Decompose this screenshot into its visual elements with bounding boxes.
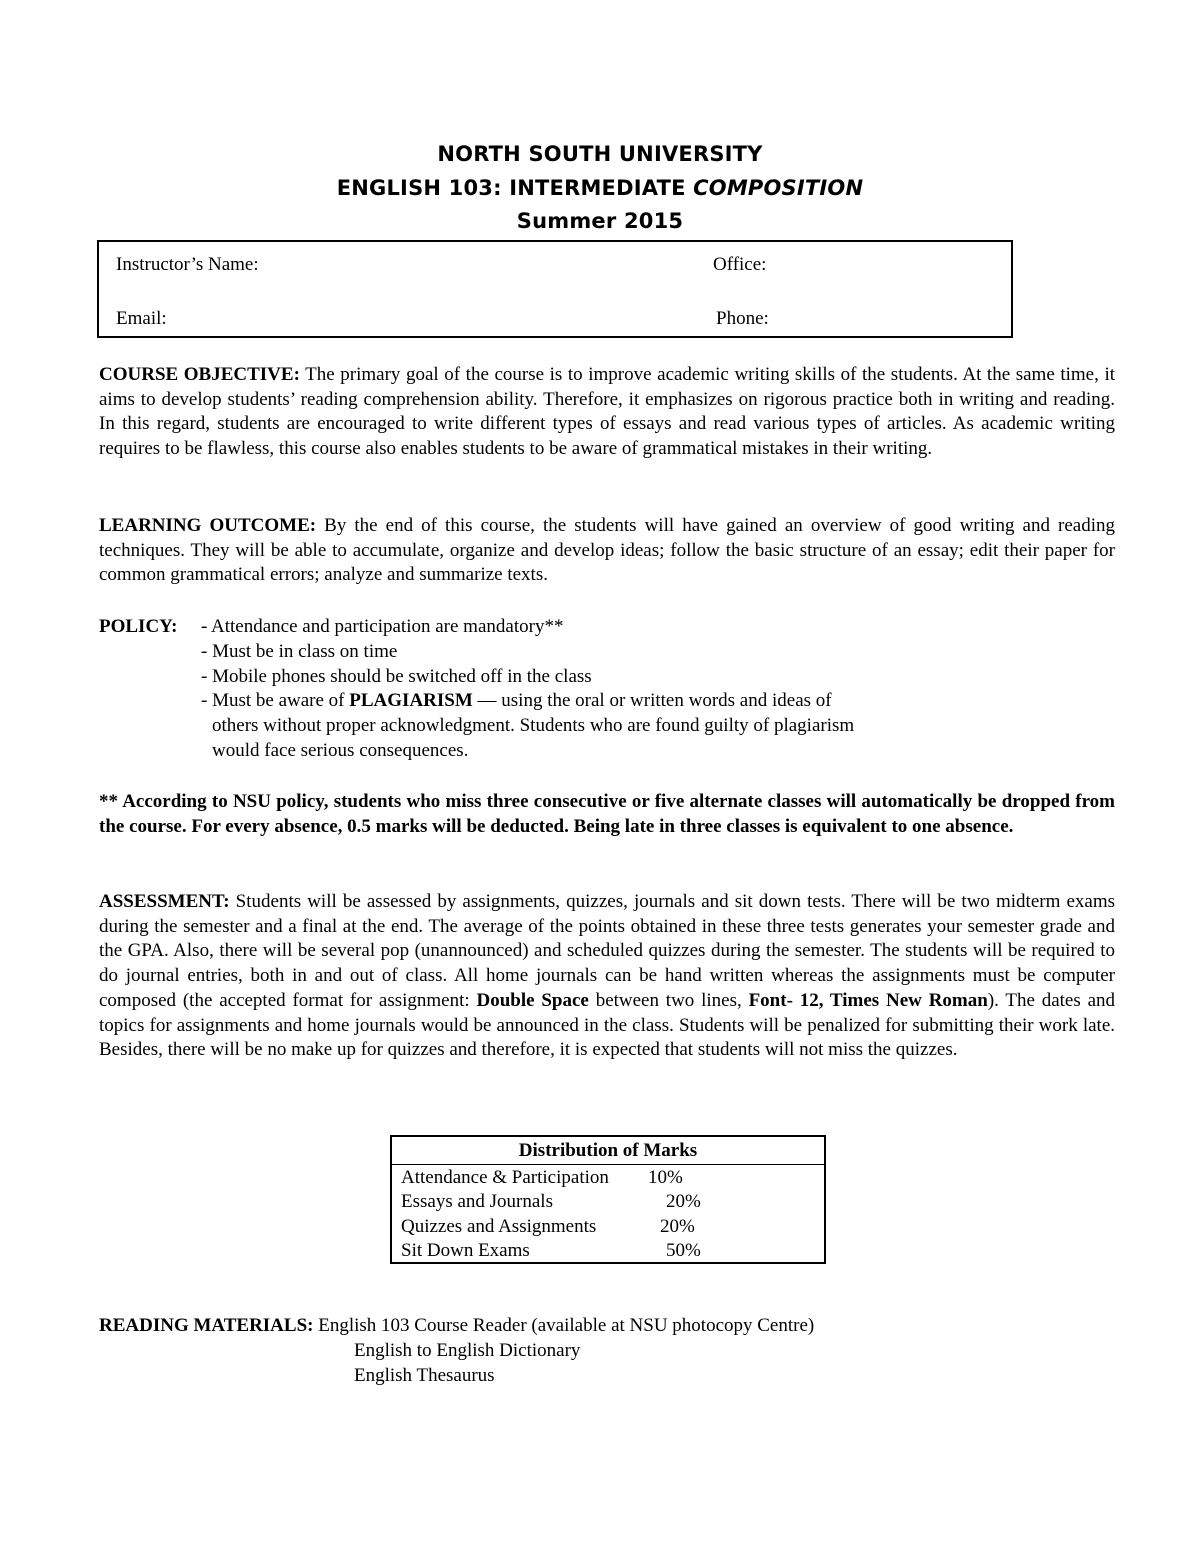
- course-objective: [99, 363, 1115, 462]
- reading-item-thesaurus: English Thesaurus: [354, 1365, 495, 1386]
- assessment: ASSESSMENT: Students will be assessed by assignments, quizzes, journals and sit down tests. There will be two midterm exams during the semester and a final at the end. The average of the points obtained in these three tests generates your semester grade and the GPA. Also, there will be several pop (unannounced) and scheduled quizzes during the semester. The students will be required to do journal entries, both in and out of class. All home journals can be hand written whereas the assignments must be computer composed (the accepted format for assignment: Double Space between two lines, Font- 12, Times New Roman). The dates and topics for assignments and home journals would be announced in the class. Students will be penalized for submitting their work late. Besides, there will be no make up for quizzes and therefore, it is expected that students will not miss the quizzes.: [99, 891, 1115, 1061]
- nsu-attendance-note: ** According to NSU policy, students who miss three consecutive or five alternate classes will automatically be dropped from the course. For every absence, 0.5 marks will be deducted. Being late in three classes is equivalent to one absence.: [99, 791, 1115, 837]
- office-label: Office:: [713, 254, 767, 275]
- course-objective-text: The primary goal of the course is to improve academic writing skills of the students. At the same time, it aims to develop students’ reading comprehension ability. Therefore, it emphasizes on rigorous practice both in writing and reading. In this regard, students are encouraged to write different types of essays and read various types of articles. As academic writing requires to be flawless, this course also enables students to be aware of grammatical mistakes in their writing.: [99, 364, 1115, 460]
- policy-item-plagiarism: - Must be aware of PLAGIARISM — using the oral or written words and ideas of: [201, 690, 832, 711]
- course-objective-label: COURSE OBJECTIVE:: [99, 364, 300, 385]
- reading-item-course-reader: English 103 Course Reader (available at NSU photocopy Centre): [313, 1315, 815, 1336]
- marks-row-value: 50%: [666, 1240, 701, 1261]
- marks-row-value: 10%: [648, 1167, 683, 1188]
- marks-row-label: Attendance & Participation: [401, 1167, 609, 1188]
- policy-label: POLICY:: [99, 616, 178, 637]
- email-label: Email:: [116, 308, 167, 329]
- plagiarism-term: PLAGIARISM: [349, 690, 473, 711]
- course-title-prefix: ENGLISH 103: INTERMEDIATE: [336, 176, 694, 200]
- reading-item-dictionary: English to English Dictionary: [354, 1340, 581, 1361]
- instructor-label: Instructor’s Name:: [116, 254, 259, 275]
- policy-item-plagiarism-line3: would face serious consequences.: [212, 740, 469, 761]
- learning-outcome-text: By the end of this course, the students will have gained an overview of good writing and reading techniques. They will be able to accumulate, organize and develop ideas; follow the basic structure of an essay; edit their paper for common grammatical errors; analyze and summarize texts.: [99, 515, 1115, 586]
- double-space-term: Double Space: [476, 989, 589, 1011]
- marks-table-title: Distribution of Marks: [518, 1140, 698, 1161]
- marks-row-label: Essays and Journals: [401, 1191, 553, 1212]
- policy-item-attendance: - Attendance and participation are mandatory**: [201, 616, 564, 637]
- assessment-label: ASSESSMENT:: [99, 891, 230, 912]
- reading-materials-label: READING MATERIALS:: [99, 1315, 314, 1336]
- policy-item-on-time: - Must be in class on time: [201, 641, 398, 662]
- marks-row-value: 20%: [660, 1216, 695, 1237]
- policy-item-plagiarism-line2: others without proper acknowledgment. Students who are found guilty of plagiarism: [212, 715, 855, 736]
- marks-row-value: 20%: [666, 1191, 701, 1212]
- marks-table-divider: [392, 1164, 824, 1165]
- university-title: NORTH SOUTH UNIVERSITY: [437, 142, 763, 166]
- term-title: Summer 2015: [516, 209, 684, 233]
- policy-item-mobile: - Mobile phones should be switched off in the class: [201, 666, 592, 687]
- course-title: [0, 176, 1200, 200]
- marks-distribution-table: [390, 1135, 826, 1264]
- font-term: Font- 12, Times New Roman: [748, 989, 988, 1011]
- instructor-info-box: [97, 240, 1013, 338]
- marks-row-label: Quizzes and Assignments: [401, 1216, 597, 1237]
- phone-label: Phone:: [716, 308, 769, 329]
- learning-outcome-label: LEARNING OUTCOME:: [99, 515, 317, 536]
- course-title-suffix: COMPOSITION: [693, 176, 864, 200]
- learning-outcome: [99, 514, 1115, 588]
- marks-row-label: Sit Down Exams: [401, 1240, 530, 1261]
